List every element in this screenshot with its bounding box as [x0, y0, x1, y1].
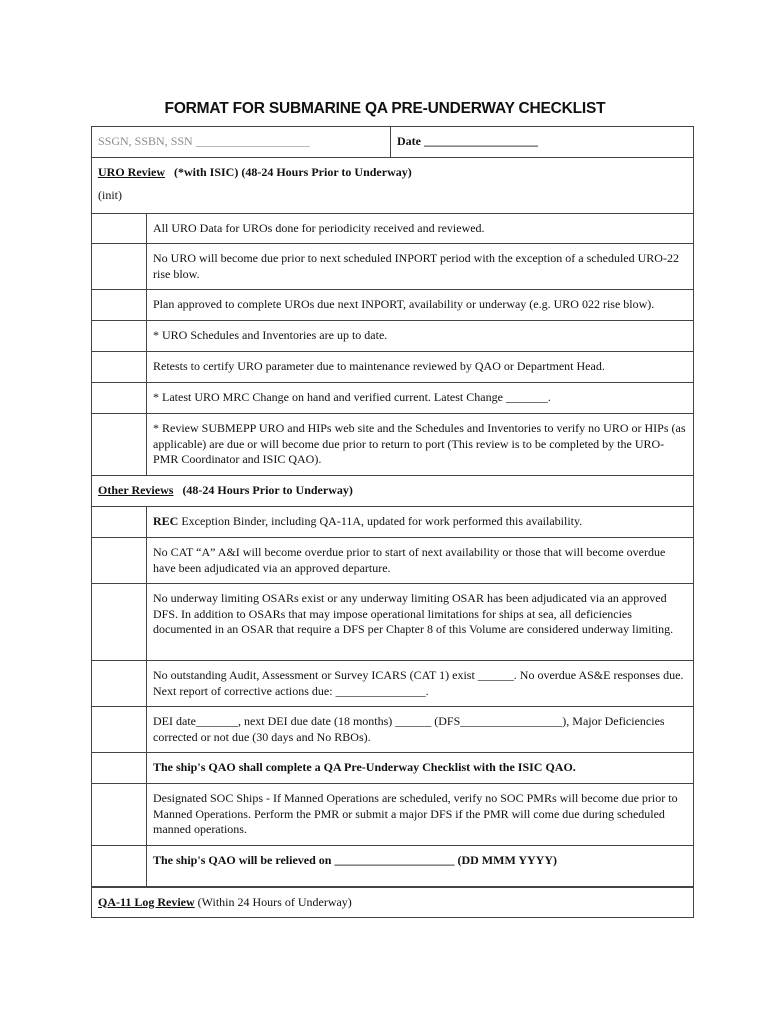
checklist-row	[92, 753, 694, 784]
init-cell[interactable]	[92, 784, 147, 846]
init-label: (init)	[98, 187, 122, 202]
init-cell[interactable]	[92, 507, 147, 538]
init-cell[interactable]	[92, 753, 147, 784]
checklist-item: Plan approved to complete UROs due next INPORT, availability or underway (e.g. URO 022 rise blow).	[147, 290, 694, 321]
init-cell[interactable]	[92, 383, 147, 414]
qa11-heading-note: (Within 24 Hours of Underway)	[197, 894, 352, 909]
relieved-statement: The ship's QAO will be relieved on ____________________ (DD MMM YYYY)	[147, 846, 694, 887]
init-cell[interactable]	[92, 244, 147, 290]
checklist-item: Retests to certify URO parameter due to maintenance reviewed by QAO or Department Head.	[147, 352, 694, 383]
qa11-heading: QA-11 Log Review	[98, 894, 195, 909]
checklist-row	[92, 846, 694, 887]
qao-statement: The ship's QAO shall complete a QA Pre-Underway Checklist with the ISIC QAO.	[147, 753, 694, 784]
checklist-row	[92, 661, 694, 707]
qa11-section-header	[92, 887, 694, 918]
document-title: FORMAT FOR SUBMARINE QA PRE-UNDERWAY CHECKLIST	[164, 100, 606, 117]
checklist-row	[92, 507, 694, 538]
checklist-item: No URO will become due prior to next scheduled INPORT period with the exception of a scheduled URO-22 rise blow.	[147, 244, 694, 290]
checklist-row	[92, 784, 694, 846]
init-cell[interactable]	[92, 707, 147, 753]
uro-section-row	[92, 158, 694, 214]
init-cell[interactable]	[92, 414, 147, 476]
checklist-item: No CAT “A” A&I will become overdue prior to start of next availability or those that will become overdue have been adjudicated via an approved departure.	[147, 538, 694, 584]
init-cell[interactable]	[92, 352, 147, 383]
checklist-item: No outstanding Audit, Assessment or Survey ICARS (CAT 1) exist ______. No overdue AS&E responses due. Next report of corrective actions due: _______________.	[147, 661, 694, 707]
checklist-row	[92, 214, 694, 244]
ship-type-label: SSGN, SSBN, SSN ___________________	[98, 134, 310, 148]
checklist-table	[91, 126, 694, 918]
init-cell[interactable]	[92, 538, 147, 584]
checklist-item: All URO Data for UROs done for periodicity received and reviewed.	[147, 214, 694, 244]
uro-heading-note: (*with ISIC) (48-24 Hours Prior to Underway)	[173, 165, 412, 179]
checklist-row	[92, 538, 694, 584]
checklist-row	[92, 707, 694, 753]
uro-heading: URO Review	[98, 165, 165, 179]
date-cell[interactable]	[391, 127, 694, 158]
init-cell[interactable]	[92, 321, 147, 352]
checklist-item: * Review SUBMEPP URO and HIPs web site and the Schedules and Inventories to verify no URO or HIPs (as applicable) are due or will become due prior to return to port (This review is to be completed by the URO-PMR Coordinator and ISIC QAO).	[147, 414, 694, 476]
checklist-item: No underway limiting OSARs exist or any underway limiting OSAR has been adjudicated via an approved DFS. In addition to OSARs that may impose operational limitations for ships at sea, all deficiencies documented in an OSAR that require a DFS per Chapter 8 of this Volume are considered underway limiting.	[147, 584, 694, 661]
header-row	[92, 127, 694, 158]
checklist-row	[92, 244, 694, 290]
checklist-row	[92, 584, 694, 661]
ship-type-cell[interactable]	[92, 127, 391, 158]
rec-label: REC	[153, 514, 179, 528]
other-section-row	[92, 476, 694, 507]
init-cell[interactable]	[92, 214, 147, 244]
checklist-row	[92, 290, 694, 321]
other-heading: Other Reviews	[98, 483, 174, 497]
checklist-item	[147, 507, 694, 538]
checklist-row	[92, 321, 694, 352]
checklist-item: DEI date_______, next DEI due date (18 months) ______ (DFS_________________), Major Deficiencies corrected or not due (30 days and No RBOs).	[147, 707, 694, 753]
init-cell[interactable]	[92, 661, 147, 707]
checklist-item: * URO Schedules and Inventories are up to date.	[147, 321, 694, 352]
init-cell[interactable]	[92, 290, 147, 321]
rec-text: Exception Binder, including QA-11A, updated for work performed this availability.	[178, 514, 583, 528]
other-section-header	[92, 476, 694, 507]
uro-section-header	[92, 158, 694, 214]
qa11-section-row	[92, 887, 694, 918]
checklist-item: Designated SOC Ships - If Manned Operations are scheduled, verify no SOC PMRs will become due prior to Manned Operations. Perform the PMR or submit a major DFS if the PMR will come due during scheduled manned operations.	[147, 784, 694, 846]
checklist-row	[92, 414, 694, 476]
date-label: Date ___________________	[397, 134, 538, 148]
checklist-row	[92, 352, 694, 383]
checklist-row	[92, 383, 694, 414]
checklist-item: * Latest URO MRC Change on hand and verified current. Latest Change _______.	[147, 383, 694, 414]
init-cell[interactable]	[92, 584, 147, 661]
other-heading-note: (48-24 Hours Prior to Underway)	[182, 483, 353, 497]
init-cell[interactable]	[92, 846, 147, 887]
